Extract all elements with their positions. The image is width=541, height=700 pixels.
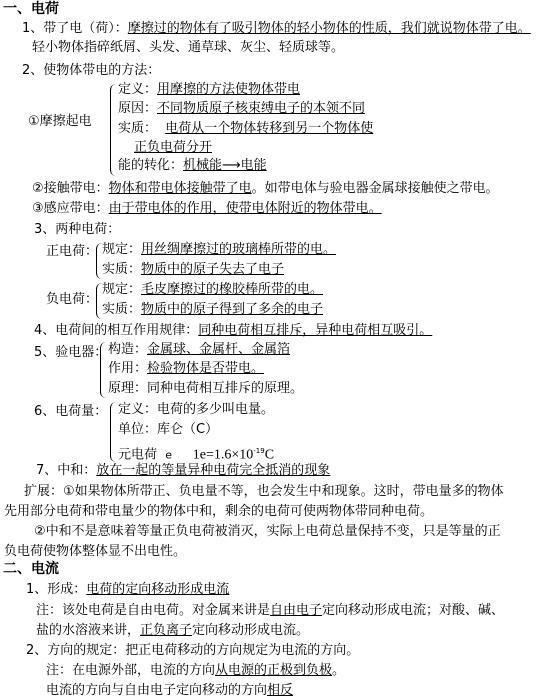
friction-energy [118, 157, 267, 175]
underlined: 从电源的正极到负极 [215, 663, 333, 678]
key: 元电荷 [118, 447, 158, 463]
friction-brace [110, 84, 117, 176]
two-charges-title: 3、两种电荷： [34, 222, 121, 237]
current-formation [26, 581, 229, 599]
value: 物质中的原子失去了电子 [141, 262, 285, 277]
interaction-law [34, 322, 432, 340]
quantity-brace [110, 402, 116, 462]
value: 用摩擦的方法使物体带电 [157, 82, 301, 97]
unit: C [264, 447, 275, 463]
value: 用丝绸摩擦过的玻璃棒所带的电。 [141, 242, 337, 257]
key: ②接触带电： [32, 181, 109, 196]
value: 由于带电体的作用，使带电体附近的物体带电。 [108, 201, 382, 216]
text: 注：在电源外部，电流的方向 [46, 663, 216, 678]
key: 作用： [108, 361, 148, 376]
extension-2a: ②中和不是意味着等量正负电荷被消灭，实际上电荷总量保持不变，只是等量的正 [34, 524, 501, 539]
value: 同种电荷相互排斥的原理。 [147, 381, 304, 396]
light-objects-note: 轻小物体指碎纸屑、头发、通草球、灰尘、轻质球等。 [32, 40, 345, 55]
negative-definition [102, 281, 323, 299]
current-note-1 [36, 602, 504, 620]
key: 原理： [108, 381, 148, 396]
value: 放在一起的等量异种电荷完全抵消的现象 [96, 463, 331, 478]
value: 检验物体是否带电。 [147, 361, 265, 376]
text: 定向移动形成电流。 [192, 623, 310, 638]
key: 构造： [108, 342, 148, 357]
key: 1、形成： [26, 582, 87, 597]
value: 电荷从一个物体转移到另一个物体使 [165, 121, 374, 136]
electroscope-structure [108, 341, 290, 359]
electroscope-principle [108, 380, 303, 398]
friction-label: ①摩擦起电 [28, 114, 92, 129]
key: 规定： [102, 242, 142, 257]
key: 规定： [102, 282, 142, 297]
value: 电荷的定向移动形成电流 [86, 582, 230, 597]
section-heading-current: 二、电流 [3, 561, 59, 577]
neutralization [36, 462, 330, 480]
underlined: 相反 [267, 683, 294, 698]
contact-charging [32, 180, 499, 198]
induction-charging [32, 200, 382, 218]
definition-text: 摩擦过的物体有了吸引物体的轻小物体的性质，我们就说物体带了电。 [127, 21, 531, 36]
positive-charge-label: 正电荷： [46, 244, 99, 259]
quantity-definition: 定义：电荷的多少叫电量。 [118, 402, 275, 417]
key: 4、电荷间的相互作用规律： [34, 323, 199, 338]
text: 定向移动形成电流；对酸、碱、 [322, 603, 505, 618]
friction-essence [118, 120, 373, 138]
current-note-2 [36, 622, 309, 640]
item-label: 1、带了电（荷）： [22, 21, 128, 36]
key: ③感应带电： [32, 201, 109, 216]
extension-1b: 先用部分电荷和带电量少的物体中和，剩余的电荷可使两物体带同种电荷。 [4, 504, 434, 519]
value: 物体和带电体接触带了电 [108, 181, 252, 196]
rest: 。如带电体与验电器金属球接触使之带电。 [251, 181, 499, 196]
elementary-charge [118, 442, 274, 464]
symbol: e [165, 448, 173, 462]
friction-essence-cont: 正负电荷分开 [134, 140, 213, 155]
key: 实质： [102, 302, 142, 317]
value: 机械能⟶电能 [183, 158, 267, 173]
section-heading-charge: 一、电荷 [3, 1, 59, 17]
value: 金属球、金属杆、金属箔 [147, 342, 291, 357]
electroscope-function [108, 360, 264, 378]
quantity-unit: 单位：库仑（C） [118, 422, 219, 437]
current-note-3 [46, 662, 345, 680]
key: 能的转化： [118, 158, 184, 173]
charging-methods-title: 2、使物体带电的方法： [22, 63, 161, 78]
value: 不同物质原子核束缚电子的本领不同 [157, 101, 366, 116]
text: 。 [332, 663, 346, 678]
value: 物质中的原子得到了多余的电子 [141, 302, 324, 317]
extension-2b: 负电荷使物体整体显不出电性。 [4, 544, 187, 559]
item-charged-definition [22, 20, 531, 38]
extension-1a: 扩展：①如果物体所带正、负电量不等，也会发生中和现象。这时，带电量多的物体 [24, 484, 504, 499]
negative-charge-label: 负电荷： [46, 292, 99, 307]
positive-essence [102, 261, 284, 279]
negative-essence [102, 301, 323, 319]
key: 实质： [102, 262, 142, 277]
electroscope-brace [100, 342, 106, 398]
charge-quantity-label: 6、电荷量： [34, 404, 108, 419]
underlined: 自由电子 [270, 603, 323, 618]
key: 实质： [118, 121, 158, 136]
current-note-4 [46, 682, 293, 700]
value: 1e=1.6×10 [192, 447, 254, 463]
current-direction: 2、方向的规定：把正电荷移动的方向规定为电流的方向。 [26, 643, 360, 658]
text: 电流的方向与自由电子定向移动的方向 [46, 683, 268, 698]
electroscope-label: 5、验电器： [34, 345, 108, 360]
underlined: 正负离子 [140, 623, 193, 638]
text: 盐的水溶液来讲， [36, 623, 141, 638]
key: 7、中和： [36, 463, 97, 478]
text: 注：该处电荷是自由电荷。对金属来讲是 [36, 603, 271, 618]
exponent: -19 [253, 447, 265, 455]
key: 原因： [118, 101, 158, 116]
value: 毛皮摩擦过的橡胶棒所带的电。 [141, 282, 324, 297]
friction-cause [118, 100, 365, 118]
key: 定义： [118, 82, 158, 97]
value: 同种电荷相互排斥，异种电荷相互吸引。 [198, 323, 433, 338]
positive-definition [102, 241, 336, 259]
friction-definition [118, 81, 300, 99]
